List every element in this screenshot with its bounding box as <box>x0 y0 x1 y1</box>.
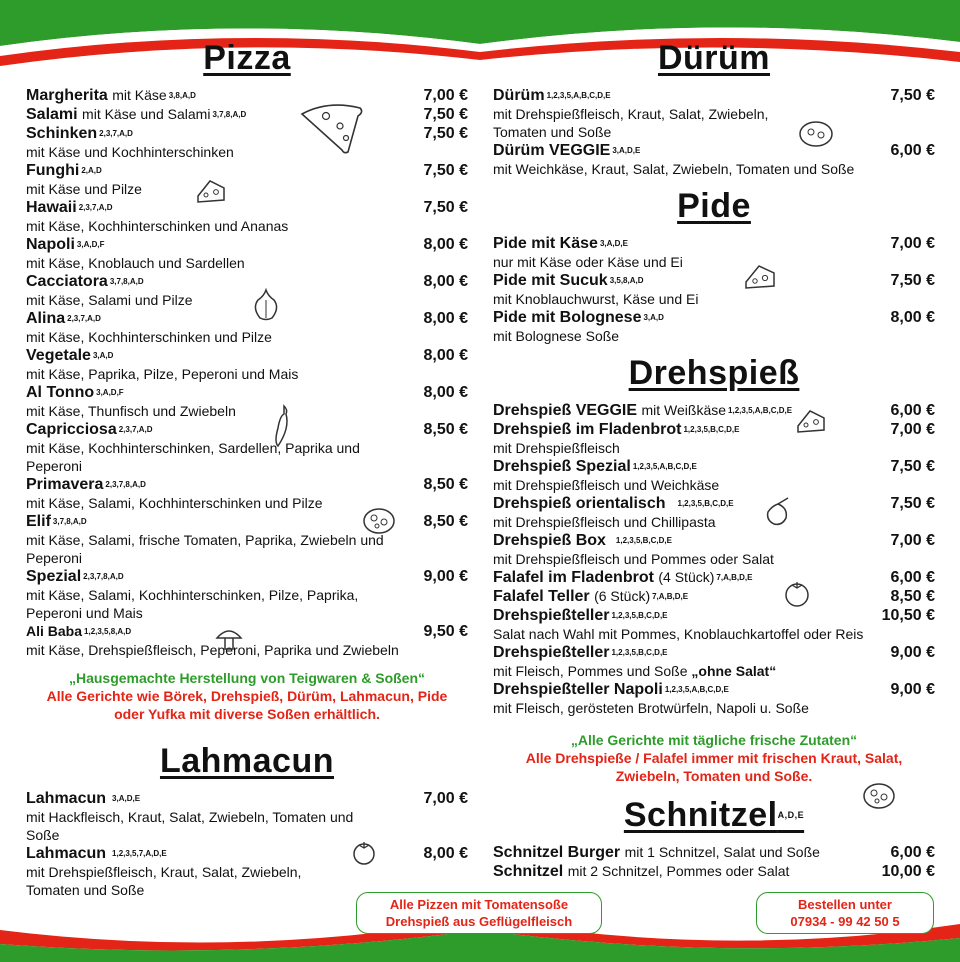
item-name: Schinken <box>26 125 98 142</box>
item-price: 8,00 € <box>423 384 468 401</box>
menu-item <box>26 789 468 844</box>
item-name: Cacciatora <box>26 273 108 290</box>
item-name: Salami <box>26 106 78 123</box>
item-inline: (6 Stück) <box>594 588 651 604</box>
item-description: mit Käse, Paprika, Pilze, Peperoni und Mais <box>26 366 299 382</box>
allergen-codes: 2,A,D <box>81 166 102 175</box>
menu-item <box>26 86 468 105</box>
item-price: 7,50 € <box>423 162 468 179</box>
garlic-icon <box>764 496 794 528</box>
item-price: 6,00 € <box>890 569 935 586</box>
item-price: 7,50 € <box>890 495 935 512</box>
item-name: Drehspieß im Fladenbrot <box>493 421 682 438</box>
allergen-codes: 1,2,3,5,A,B,C,D,E <box>664 685 729 694</box>
item-name: Lahmacun <box>26 790 107 807</box>
item-description: mit Drehspießfleisch und Pommes oder Salat <box>493 551 774 567</box>
item-description: mit Käse und Kochhinterschinken <box>26 144 234 160</box>
item-description: mit Käse, Thunfisch und Zwiebeln <box>26 403 236 419</box>
tomato-icon <box>350 838 378 866</box>
item-description: mit Weichkäse, Kraut, Salat, Zwiebeln, Tomaten und Soße <box>493 161 855 177</box>
item-price: 7,50 € <box>890 87 935 104</box>
menu-item <box>26 198 468 235</box>
menu-item <box>26 272 468 309</box>
menu-item <box>493 531 935 568</box>
allergen-codes: 3,A,D,E <box>112 794 141 803</box>
pide-list <box>493 234 935 345</box>
menu-item <box>493 141 935 178</box>
menu-item <box>26 105 468 124</box>
info-line: Alle Pizzen mit Tomatensoße <box>389 897 569 912</box>
menu-item <box>26 622 468 659</box>
allergen-codes: 2,3,7,A,D <box>78 203 113 212</box>
allergen-codes: 3,7,8,A,D <box>52 517 87 526</box>
allergen-codes: 3,A,D,F <box>76 240 105 249</box>
item-description: mit Käse, Salami und Pilze <box>26 292 193 308</box>
allergen-codes: 2,3,7,A,D <box>99 129 133 138</box>
item-description: mit Käse, Kochhinterschinken und Ananas <box>26 218 289 234</box>
pizza-slice-icon <box>298 100 368 156</box>
item-name: Schnitzel Burger <box>493 844 621 861</box>
item-description: mit Bolognese Soße <box>493 328 620 344</box>
info-line: Drehspieß aus Geflügelfleisch <box>385 914 573 929</box>
item-price: 7,50 € <box>423 199 468 216</box>
allergen-codes: 3,A,D,F <box>96 388 124 397</box>
item-description: mit Drehspießfleisch und Weichkäse <box>493 477 720 493</box>
item-price: 8,50 € <box>890 588 935 605</box>
menu-item <box>493 271 935 308</box>
item-price: 7,00 € <box>423 790 468 807</box>
menu-item <box>493 680 935 717</box>
item-name: Pide mit Sucuk <box>493 272 608 289</box>
menu-item <box>493 568 935 587</box>
item-name: Alina <box>26 310 66 327</box>
item-price: 9,00 € <box>423 568 468 585</box>
item-name: Drehspießteller Napoli <box>493 681 663 698</box>
item-description: mit Drehspießfleisch, Kraut, Salat, Zwiebeln, Tomaten und Soße <box>493 106 769 140</box>
item-name: Hawaii <box>26 199 77 216</box>
pizza-note <box>26 669 468 723</box>
menu-item <box>26 844 468 899</box>
pepper-icon <box>270 404 294 448</box>
item-description <box>493 662 935 680</box>
menu-item <box>26 383 468 420</box>
allergen-codes: 3,A,D,E <box>599 239 628 248</box>
item-price: 8,50 € <box>423 513 468 530</box>
item-name: Vegetale <box>26 347 91 364</box>
item-name: Drehspießteller <box>493 607 610 624</box>
lahmacun-title: Lahmacun <box>159 742 335 780</box>
item-description: mit Käse, Kochhinterschinken, Sardellen, Paprika und Peperoni <box>26 440 360 474</box>
menu-item <box>493 494 935 531</box>
item-description: mit Käse, Salami, Kochhinterschinken, Pilze, Paprika, Peperoni und Mais <box>26 587 359 621</box>
menu-item <box>26 567 468 622</box>
item-price: 8,00 € <box>423 273 468 290</box>
item-price: 8,00 € <box>423 347 468 364</box>
pizza-title: Pizza <box>203 39 291 77</box>
order-box <box>756 892 934 934</box>
menu-item <box>493 86 935 141</box>
lahmacun-list <box>26 789 468 899</box>
item-name: Al Tonno <box>26 384 95 401</box>
item-description: mit Käse und Pilze <box>26 181 142 197</box>
allergen-codes: 1,2,3,5,7,A,D,E <box>112 849 167 858</box>
pizza-icon <box>798 120 834 148</box>
allergen-codes: 2,3,7,A,D <box>118 425 153 434</box>
note-red: Alle Gerichte wie Börek, Drehspieß, Dürüm, Lahmacun, Pide oder Yufka mit diverse Soßen erhältlich. <box>46 688 448 722</box>
note-green: „Alle Gerichte mit tägliche frische Zutaten“ <box>570 732 858 748</box>
item-price: 7,50 € <box>423 125 468 142</box>
note-green: „Hausgemachte Herstellung von Teigwaren & Soßen“ <box>68 670 426 686</box>
item-description: mit Knoblauchwurst, Käse und Ei <box>493 291 699 307</box>
item-price: 8,00 € <box>423 845 468 862</box>
item-price: 6,00 € <box>890 844 935 861</box>
item-price: 7,00 € <box>890 235 935 252</box>
item-name: Ali Baba <box>26 623 83 639</box>
menu-item <box>26 309 468 346</box>
item-price: 7,00 € <box>423 87 468 104</box>
phone-number[interactable]: 07934 - 99 42 50 5 <box>790 914 900 929</box>
item-price: 8,50 € <box>423 421 468 438</box>
allergen-codes: 3,7,8,A,D <box>212 110 247 119</box>
item-inline: mit 1 Schnitzel, Salat und Soße <box>624 844 820 860</box>
item-name: Primavera <box>26 476 104 493</box>
allergen-codes: 1,2,3,5,A,B,C,D,E <box>728 406 793 415</box>
item-description: mit Drehspießfleisch und Chillipasta <box>493 514 716 530</box>
item-price: 7,00 € <box>890 421 935 438</box>
item-name: Falafel Teller <box>493 588 590 605</box>
desc-bold: „ohne Salat“ <box>691 663 777 679</box>
durum-title: Dürüm <box>657 39 771 77</box>
item-name: Spezial <box>26 568 82 585</box>
allergen-codes: 1,2,3,5,A,B,C,D,E <box>546 91 611 100</box>
item-name: Drehspieß Box <box>493 532 606 549</box>
item-description: mit Käse, Drehspießfleisch, Peperoni, Paprika und Zwiebeln <box>26 642 399 658</box>
allergen-codes: 1,2,3,5,B,C,D,E <box>611 611 668 620</box>
note-red: Alle Drehspieße / Falafel immer mit frischen Kraut, Salat, Zwiebeln, Tomaten und Soße. <box>525 750 903 784</box>
item-name: Capricciosa <box>26 421 117 438</box>
allergen-codes: 1,2,3,5,8,A,D <box>84 627 132 636</box>
allergen-codes: 3,A,D <box>92 351 114 360</box>
item-price: 7,50 € <box>890 272 935 289</box>
allergen-codes: 3,8,A,D <box>168 91 196 100</box>
item-price: 7,00 € <box>890 532 935 549</box>
tomato-icon <box>782 578 812 608</box>
menu-item <box>493 457 935 494</box>
item-price: 6,00 € <box>890 142 935 159</box>
menu-item <box>493 606 935 643</box>
item-price: 9,00 € <box>890 681 935 698</box>
item-description: mit Drehspießfleisch, Kraut, Salat, Zwiebeln, Tomaten und Soße <box>26 864 302 898</box>
item-price: 9,00 € <box>890 644 935 661</box>
allergen-codes: 2,3,7,8,A,D <box>105 480 146 489</box>
menu-item <box>26 235 468 272</box>
left-column <box>26 38 468 899</box>
allergen-codes: 1,2,3,5,B,C,D,E <box>683 425 740 434</box>
item-name: Dürüm <box>493 87 545 104</box>
item-description: mit Käse, Salami, Kochhinterschinken und Pilze <box>26 495 323 511</box>
allergen-codes: 3,7,8,A,D <box>109 277 144 286</box>
item-price: 10,50 € <box>881 607 935 624</box>
allergen-codes: 2,3,7,A,D <box>67 314 101 323</box>
item-name: Napoli <box>26 236 75 253</box>
item-description: nur mit Käse oder Käse und Ei <box>493 254 683 270</box>
cheese-icon <box>196 178 226 204</box>
allergen-codes: A,D,E <box>777 810 805 820</box>
menu-item <box>493 420 935 457</box>
desc-text: mit Fleisch, Pommes und Soße <box>493 663 688 679</box>
item-description: mit Fleisch, gerösteten Brotwürfeln, Napoli u. Soße <box>493 700 809 716</box>
cheese-icon <box>796 408 826 434</box>
menu-item <box>493 401 935 420</box>
item-price: 8,00 € <box>423 236 468 253</box>
schnitzel-title: Schnitzel <box>623 796 778 834</box>
durum-list <box>493 86 935 178</box>
allergen-codes: 2,3,7,8,A,D <box>83 572 124 581</box>
item-name: Margherita <box>26 87 108 104</box>
allergen-codes: 3,A,D,E <box>612 146 641 155</box>
item-inline: (4 Stück) <box>658 569 715 585</box>
item-name: Drehspieß orientalisch <box>493 495 666 512</box>
item-price: 8,00 € <box>423 310 468 327</box>
item-name: Elif <box>26 513 51 530</box>
allergen-codes: 7,A,B,D,E <box>716 573 753 582</box>
item-name: Dürüm VEGGIE <box>493 142 611 159</box>
item-price: 7,50 € <box>890 458 935 475</box>
info-box <box>356 892 602 934</box>
schnitzel-list <box>493 843 935 881</box>
item-price: 6,00 € <box>890 402 935 419</box>
mushroom-icon <box>214 624 244 652</box>
menu-item <box>26 420 468 475</box>
item-name: Drehspieß VEGGIE <box>493 402 638 419</box>
menu-item <box>26 512 468 567</box>
item-inline: mit Weißkäse <box>641 402 727 418</box>
menu-item <box>26 475 468 512</box>
item-price: 8,00 € <box>890 309 935 326</box>
right-column <box>493 38 935 881</box>
garlic-icon <box>252 288 280 322</box>
item-inline: mit Käse und Salami <box>82 106 211 122</box>
drehspiess-list <box>493 401 935 717</box>
item-name: Falafel im Fladenbrot <box>493 569 654 586</box>
pide-title: Pide <box>677 187 751 225</box>
allergen-codes: 3,5,8,A,D <box>609 276 644 285</box>
item-price: 9,50 € <box>423 623 468 640</box>
pizza-icon <box>362 506 396 536</box>
menu-item <box>493 843 935 862</box>
item-description: mit Käse, Salami, frische Tomaten, Paprika, Zwiebeln und Peperoni <box>26 532 384 566</box>
drehspiess-note <box>493 731 935 785</box>
cheese-icon <box>744 262 776 290</box>
allergen-codes: 1,2,3,5,A,B,C,D,E <box>632 462 697 471</box>
item-name: Pide mit Bolognese <box>493 309 642 326</box>
item-description: mit Hackfleisch, Kraut, Salat, Zwiebeln, Tomaten und Soße <box>26 809 354 843</box>
item-description: mit Käse, Kochhinterschinken und Pilze <box>26 329 272 345</box>
pizza-list <box>26 86 468 659</box>
item-name: Drehspieß Spezial <box>493 458 631 475</box>
item-price: 7,50 € <box>423 106 468 123</box>
item-description: Salat nach Wahl mit Pommes, Knoblauchkartoffel oder Reis <box>493 626 864 642</box>
allergen-codes: 3,A,D <box>643 313 664 322</box>
drehspiess-title: Drehspieß <box>628 354 800 392</box>
menu-item <box>493 862 935 881</box>
menu-item <box>493 643 935 680</box>
menu-item <box>493 308 935 345</box>
order-label: Bestellen unter <box>798 897 892 912</box>
allergen-codes: 1,2,3,5,B,C,D,E <box>611 648 668 657</box>
item-description: mit Käse, Knoblauch und Sardellen <box>26 255 245 271</box>
item-price: 10,00 € <box>881 863 935 880</box>
item-price: 8,50 € <box>423 476 468 493</box>
menu-item <box>493 234 935 271</box>
menu-item <box>26 161 468 198</box>
item-inline: mit 2 Schnitzel, Pommes oder Salat <box>567 863 790 879</box>
item-name: Drehspießteller <box>493 644 610 661</box>
pizza-icon <box>862 782 896 810</box>
menu-item <box>493 587 935 606</box>
item-inline: mit Käse <box>112 87 167 103</box>
menu-item <box>26 346 468 383</box>
allergen-codes: 1,2,3,5,B,C,D,E <box>677 499 734 508</box>
item-name: Funghi <box>26 162 80 179</box>
allergen-codes: 7,A,B,D,E <box>652 592 689 601</box>
item-name: Pide mit Käse <box>493 235 598 252</box>
item-name: Schnitzel <box>493 863 564 880</box>
allergen-codes: 1,2,3,5,B,C,D,E <box>615 536 672 545</box>
menu-item <box>26 124 468 161</box>
item-name: Lahmacun <box>26 845 107 862</box>
item-description: mit Drehspießfleisch <box>493 440 620 456</box>
